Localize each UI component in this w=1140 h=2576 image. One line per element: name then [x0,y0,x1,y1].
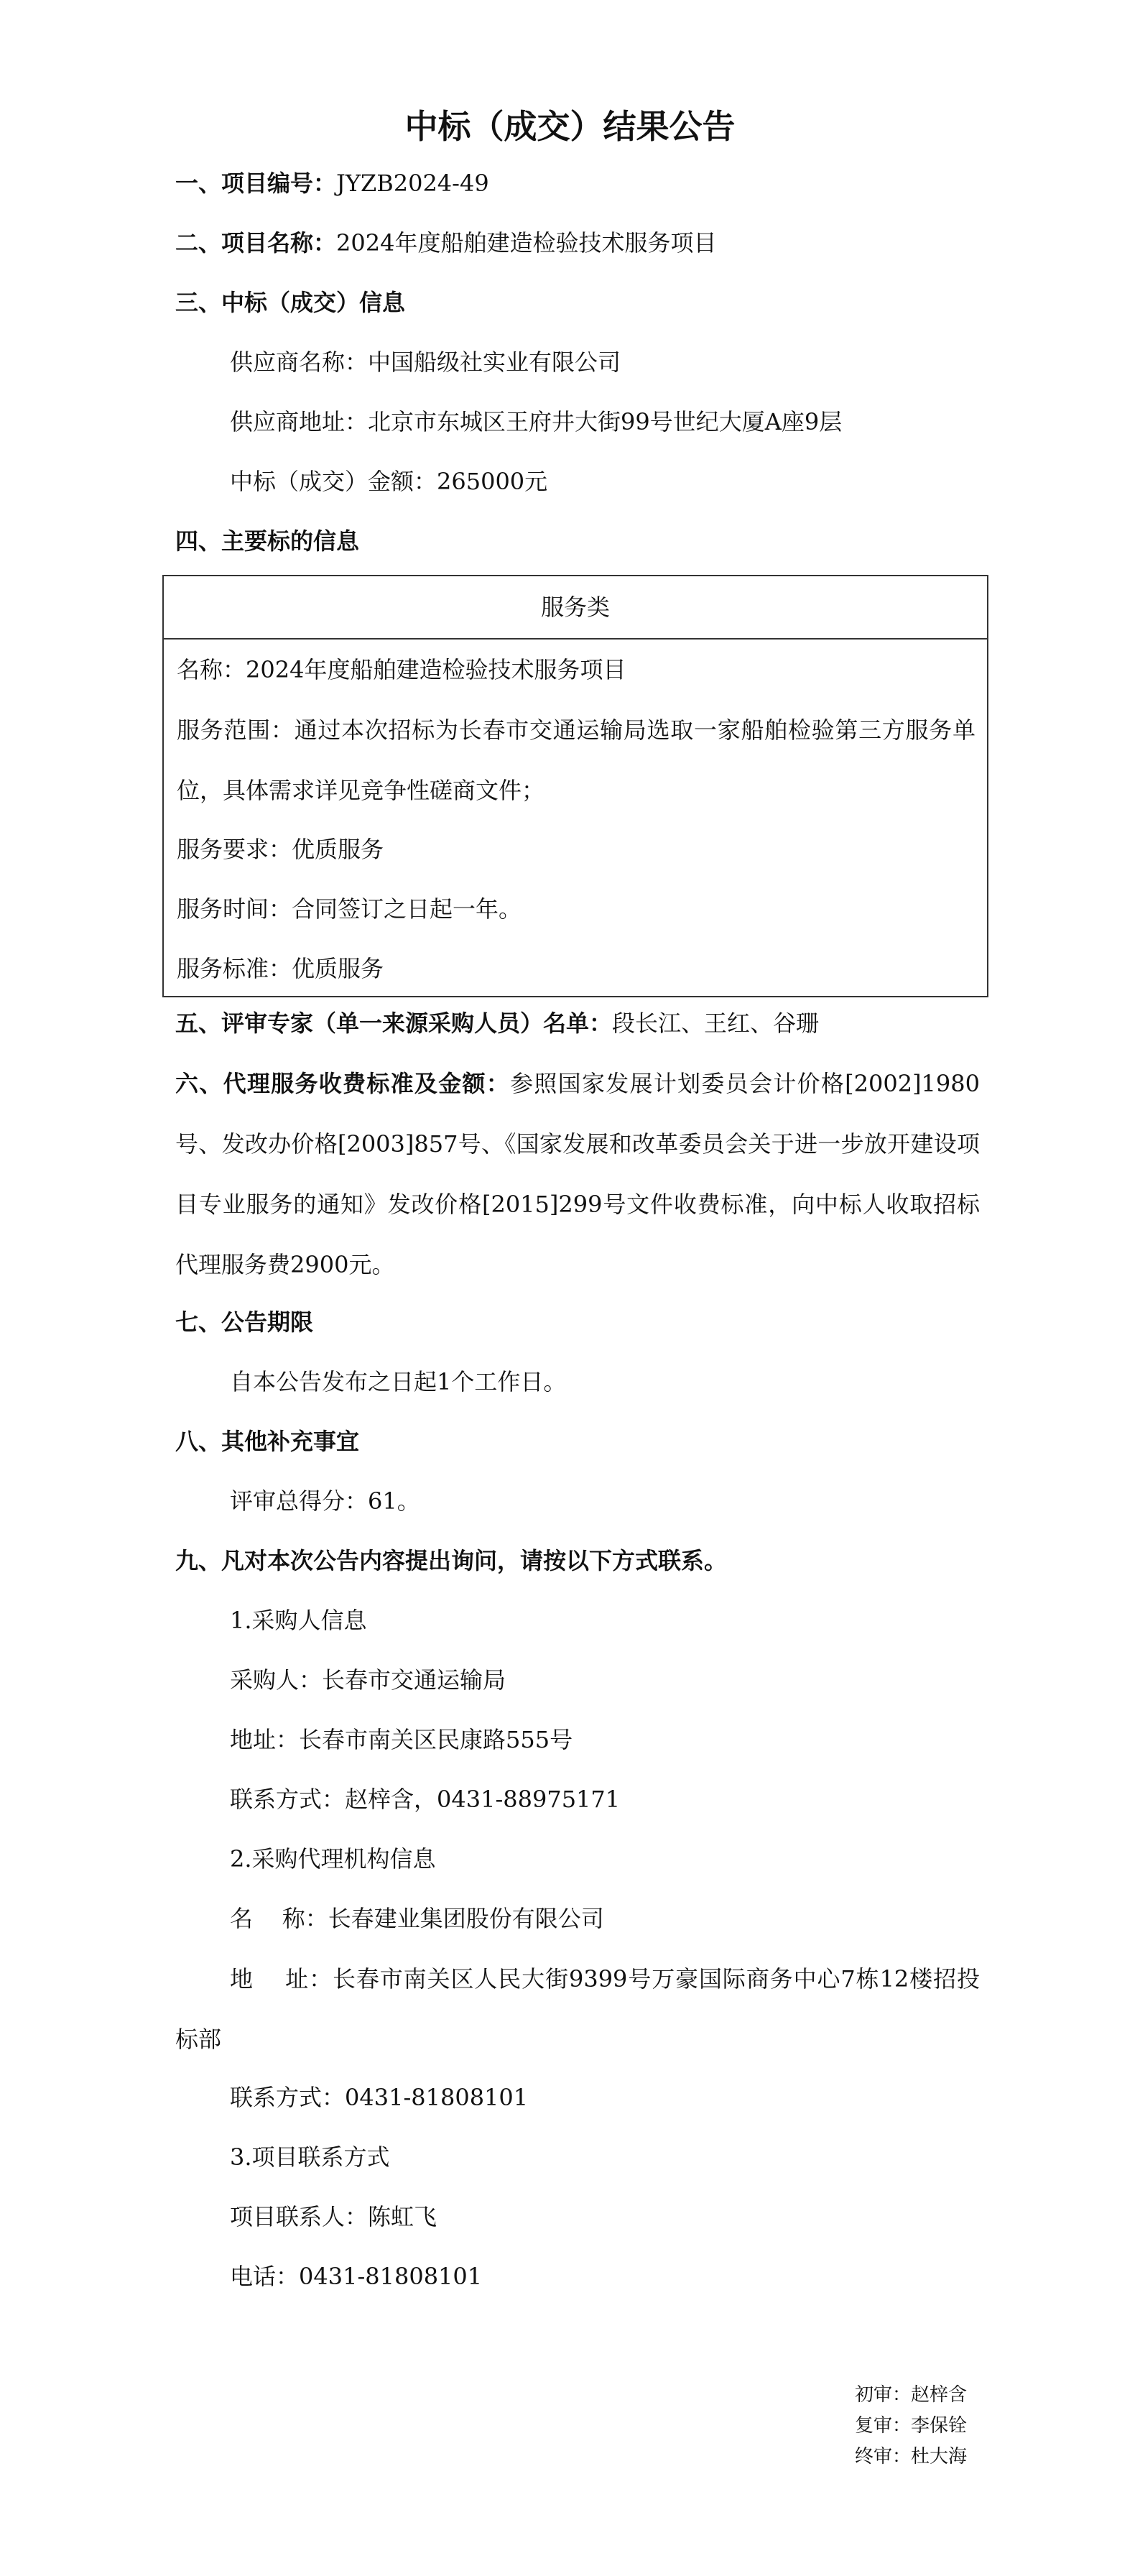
experts-label: 五、评审专家（单一来源采购人员）名单： [175,1010,613,1037]
second-reviewer: 复审：李保铨 [855,2415,968,2437]
project-contact-phone: 电话：0431-81808101 [230,2263,483,2290]
experts-value: 段长江、王红、谷珊 [612,1010,820,1037]
subject-table-header: 服务类 [164,576,987,640]
subject-name: 名称：2024年度船舶建造检验技术服务项目 [177,656,626,683]
project-name-label: 二、项目名称： [175,229,337,257]
notice-period-heading: 七、公告期限 [175,1308,314,1336]
notice-period-value: 自本公告发布之日起1个工作日。 [230,1368,567,1395]
agency-address: 地 址：长春市南关区人民大街9399号万豪国际商务中心7栋12楼招投标部 [175,1965,980,2053]
service-standard: 服务标准：优质服务 [177,955,384,982]
agency-info-title: 2.采购代理机构信息 [230,1845,436,1873]
project-name-value: 2024年度船舶建造检验技术服务项目 [336,229,717,257]
agency-name: 名 称：长春建业集团股份有限公司 [230,1905,604,1932]
buyer-contact: 联系方式：赵梓含，0431-88975171 [230,1786,621,1813]
agency-fee-paragraph [175,1053,980,1295]
total-score: 评审总得分：61。 [230,1487,420,1515]
project-number-value: JYZB2024-49 [336,170,489,197]
contact-heading: 九、凡对本次公告内容提出询问，请按以下方式联系。 [175,1547,728,1574]
subject-info-table [162,575,988,997]
supplier-address: 供应商地址：北京市东城区王府井大街99号世纪大厦A座9层 [230,408,843,435]
agency-fee-label: 六、代理服务收费标准及金额： [175,1070,511,1097]
supplier-name: 供应商名称：中国船级社实业有限公司 [230,348,621,376]
project-contact-title: 3.项目联系方式 [230,2143,390,2171]
project-number-label: 一、项目编号： [175,170,337,197]
service-requirement: 服务要求：优质服务 [177,836,384,863]
buyer-name: 采购人：长春市交通运输局 [230,1666,506,1694]
experts-row [175,1009,973,1038]
supplementary-heading: 八、其他补充事宜 [175,1428,360,1455]
project-contact-person: 项目联系人：陈虹飞 [230,2203,437,2230]
agency-fee-value: 参照国家发展计划委员会计价格[2002]1980号、发改办价格[2003]857号、《国家发展和改革委员会关于进一步放开建设项目专业服务的通知》发改价格[2015]299号文件收费标准，向中标人收取招标代理服务费2900元。 [175,1070,980,1278]
service-scope: 服务范围：通过本次招标为长春市交通运输局选取一家船舶检验第三方服务单位，具体需求详见竞争性磋商文件； [177,716,976,804]
final-reviewer: 终审：杜大海 [855,2446,968,2467]
buyer-info-title: 1.采购人信息 [230,1607,367,1634]
project-name-row [175,228,973,257]
agency-contact: 联系方式：0431-81808101 [230,2084,529,2111]
buyer-address: 地址：长春市南关区民康路555号 [230,1726,573,1753]
page-title: 中标（成交）结果公告 [404,107,736,146]
first-reviewer: 初审：赵梓含 [855,2384,968,2406]
award-info-heading: 三、中标（成交）信息 [175,289,406,316]
service-time: 服务时间：合同签订之日起一年。 [177,895,522,923]
subject-info-heading: 四、主要标的信息 [175,527,360,555]
award-amount: 中标（成交）金额：265000元 [230,468,548,495]
project-number-row [175,169,973,198]
